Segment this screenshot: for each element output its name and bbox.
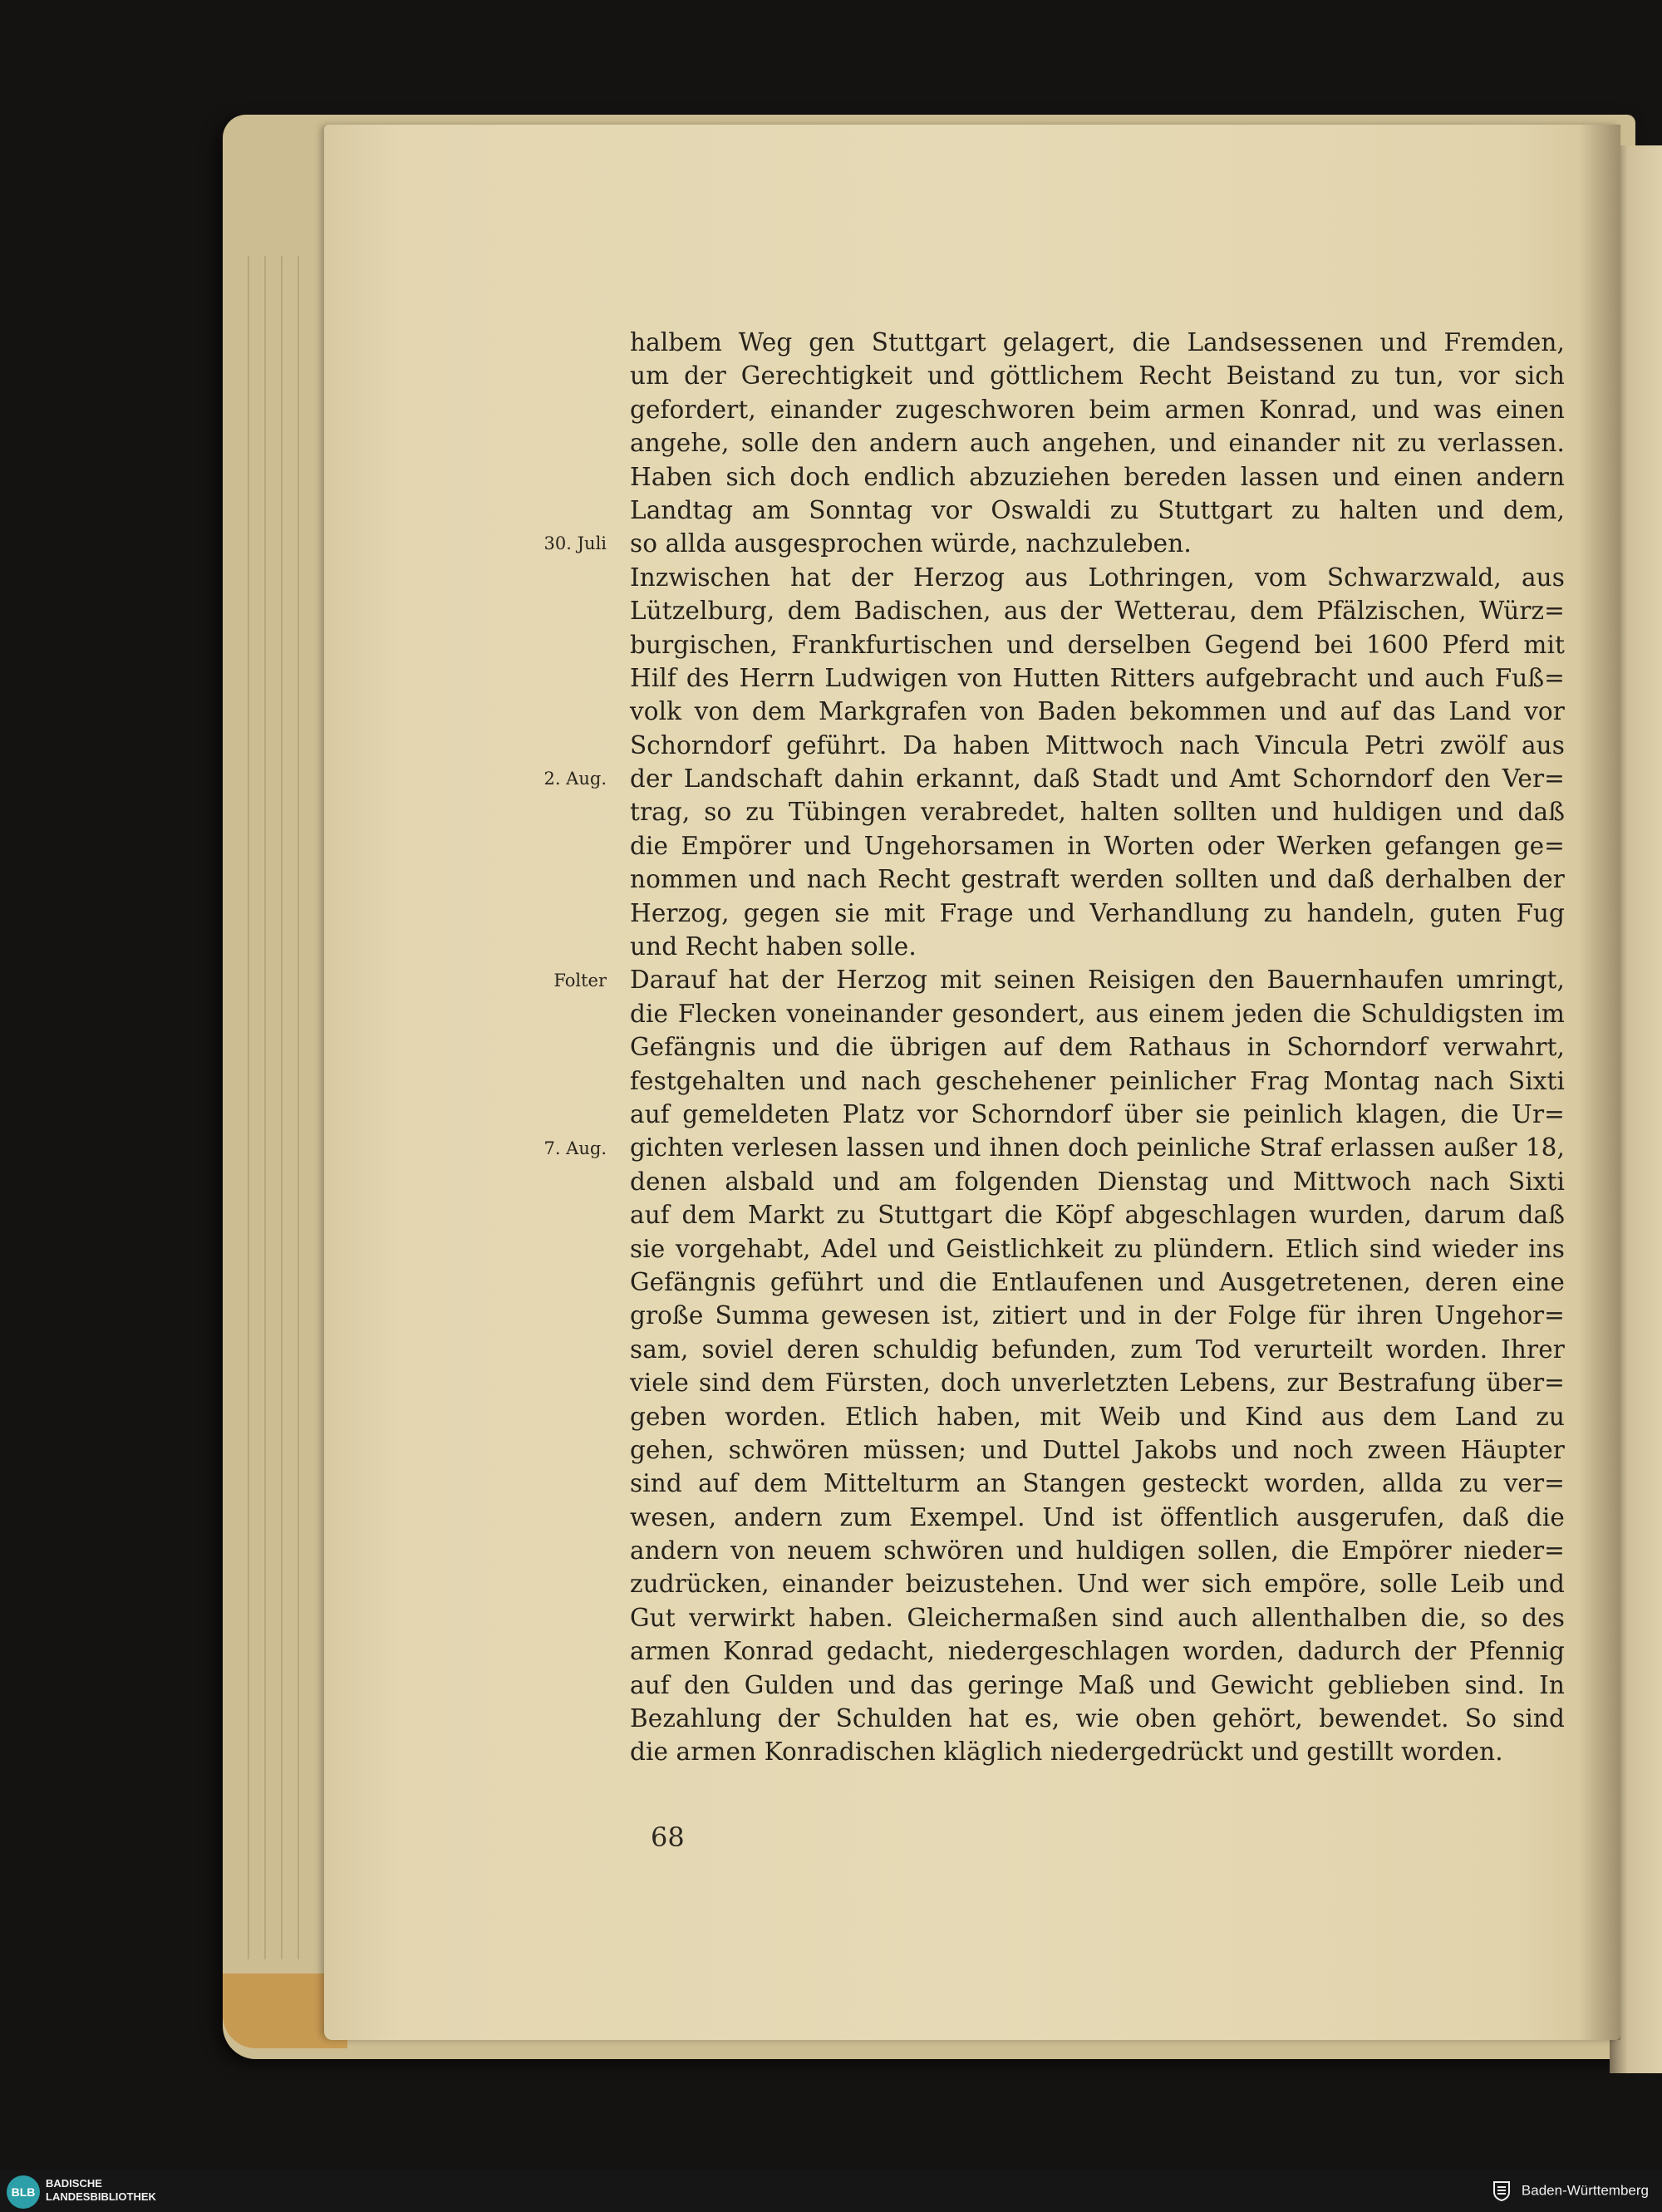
- text-line: auf dem Markt zu Stuttgart die Köpf abgeschlagen wurden, darum daß: [630, 1201, 1565, 1230]
- crest-icon: [1492, 2180, 1511, 2202]
- text-line: sam, soviel deren schuldig befunden, zum Tod verurteilt worden. Ihrer: [630, 1335, 1565, 1364]
- page-edge: [297, 256, 307, 1959]
- page-edge: [248, 256, 258, 1959]
- text-line: burgischen, Frankfurtischen und derselben Gegend bei 1600 Pferd mit: [630, 630, 1565, 659]
- margin-note: 30. Juli: [543, 533, 607, 554]
- text-line: so allda ausgesprochen würde, nachzuleben.: [630, 529, 1192, 558]
- page-number: 68: [651, 1821, 685, 1853]
- body-text: [630, 326, 1565, 1769]
- text-line: sie vorgehabt, Adel und Geistlichkeit zu plündern. Etlich sind wieder ins: [630, 1234, 1565, 1263]
- page-edge: [281, 256, 291, 1959]
- state-label: Baden-Württemberg: [1521, 2182, 1649, 2199]
- text-line: angehe, solle den andern auch angehen, und einander nit zu verlassen.: [630, 429, 1565, 458]
- footer-bar: [0, 2170, 1662, 2212]
- text-line: geben worden. Etlich haben, mit Weib und Kind aus dem Land zu: [630, 1402, 1565, 1431]
- library-name-line2: LANDESBIBLIOTHEK: [46, 2190, 156, 2203]
- text-line: Lützelburg, dem Badischen, aus der Wetterau, dem Pfälzischen, Würz=: [630, 597, 1565, 626]
- text-line: Hilf des Herrn Ludwigen von Hutten Ritters aufgebracht und auch Fuß=: [630, 663, 1565, 692]
- margin-note: 2. Aug.: [543, 769, 607, 789]
- text-line: armen Konrad gedacht, niedergeschlagen worden, dadurch der Pfennig: [630, 1637, 1565, 1666]
- margin-note: Folter: [553, 970, 607, 990]
- text-line: volk von dem Markgrafen von Baden bekommen und auf das Land vor: [630, 697, 1565, 726]
- text-line: gichten verlesen lassen und ihnen doch peinliche Straf erlassen außer 18,: [630, 1133, 1565, 1163]
- page-edge: [264, 256, 274, 1959]
- text-line: halbem Weg gen Stuttgart gelagert, die Landsessenen und Fremden,: [630, 328, 1565, 356]
- text-line: Haben sich doch endlich abzuziehen bereden lassen und einen andern: [630, 462, 1565, 491]
- text-line: große Summa gewesen ist, zitiert und in der Folge für ihren Ungehor=: [630, 1301, 1565, 1330]
- text-line: Gefängnis und die übrigen auf dem Rathaus in Schorndorf verwahrt,: [630, 1033, 1565, 1062]
- text-line: gefordert, einander zugeschworen beim armen Konrad, und was einen: [630, 395, 1565, 424]
- text-line: und Recht haben solle.: [630, 932, 917, 961]
- text-line: denen alsbald und am folgenden Dienstag und Mittwoch nach Sixti: [630, 1167, 1565, 1196]
- text-line: sind auf dem Mittelturm an Stangen gesteckt worden, allda zu ver=: [630, 1469, 1565, 1498]
- text-line: die Empörer und Ungehorsamen in Worten oder Werken gefangen ge=: [630, 831, 1565, 860]
- blb-logo-icon[interactable]: BLB: [7, 2175, 40, 2209]
- margin-note: 7. Aug.: [543, 1138, 607, 1158]
- text-line: gehen, schwören müssen; und Duttel Jakobs und noch zween Häupter: [630, 1435, 1565, 1464]
- text-line: nommen und nach Recht gestraft werden sollten und daß derhalben der: [630, 865, 1565, 894]
- text-line: Darauf hat der Herzog mit seinen Reisigen den Bauernhaufen umringt,: [630, 966, 1565, 995]
- gutter-shadow: [1579, 125, 1620, 2040]
- text-line: um der Gerechtigkeit und göttlichem Recht Beistand zu tun, vor sich: [630, 361, 1565, 391]
- library-name: [46, 2177, 156, 2204]
- text-line: andern von neuem schwören und huldigen sollen, die Empörer nieder=: [630, 1536, 1565, 1566]
- text-line: auf den Gulden und das geringe Maß und Gewicht geblieben sind. In: [630, 1670, 1565, 1699]
- text-line: wesen, andern zum Exempel. Und ist öffentlich ausgerufen, daß die: [630, 1502, 1565, 1531]
- text-line: Herzog, gegen sie mit Frage und Verhandlung zu handeln, guten Fug: [630, 898, 1565, 927]
- library-name-line1: BADISCHE: [46, 2177, 102, 2190]
- text-line: auf gemeldeten Platz vor Schorndorf über sie peinlich klagen, die Ur=: [630, 1099, 1565, 1128]
- text-line: Gut verwirkt haben. Gleichermaßen sind auch allenthalben die, so des: [630, 1603, 1565, 1632]
- text-line: zudrücken, einander beizustehen. Und wer sich empöre, solle Leib und: [630, 1570, 1565, 1599]
- text-line: Landtag am Sonntag vor Oswaldi zu Stuttgart zu halten und dem,: [630, 495, 1565, 524]
- text-line: trag, so zu Tübingen verabredet, halten sollten und huldigen und daß: [630, 798, 1565, 827]
- text-line: Inzwischen hat der Herzog aus Lothringen, vom Schwarzwald, aus: [630, 563, 1565, 592]
- text-line: Schorndorf geführt. Da haben Mittwoch nach Vincula Petri zwölf aus: [630, 730, 1565, 759]
- text-line: die Flecken voneinander gesondert, aus einem jeden die Schuldigsten im: [630, 999, 1565, 1028]
- text-line: viele sind dem Fürsten, doch unverletzten Lebens, zur Bestrafung über=: [630, 1369, 1565, 1398]
- text-line: die armen Konradischen kläglich niedergedrückt und gestillt worden.: [630, 1738, 1503, 1767]
- text-line: festgehalten und nach geschehener peinlicher Frag Montag nach Sixti: [630, 1066, 1565, 1095]
- text-line: der Landschaft dahin erkannt, daß Stadt und Amt Schorndorf den Ver=: [630, 764, 1565, 794]
- text-line: Bezahlung der Schulden hat es, wie oben gehört, bewendet. So sind: [630, 1704, 1565, 1733]
- text-line: Gefängnis geführt und die Entlaufenen und Ausgetretenen, deren eine: [630, 1267, 1565, 1296]
- baden-wuerttemberg-logo[interactable]: [1492, 2180, 1649, 2202]
